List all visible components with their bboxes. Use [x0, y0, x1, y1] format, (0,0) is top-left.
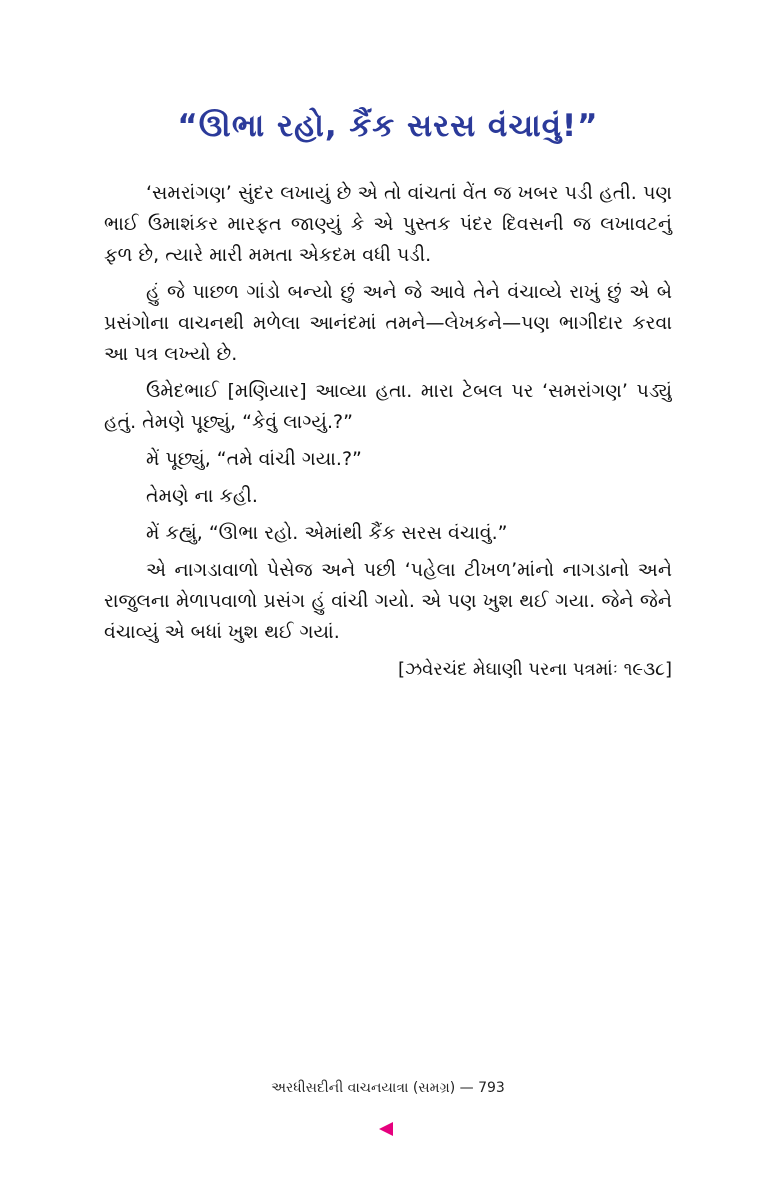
previous-page-arrow-icon[interactable]	[379, 1122, 393, 1136]
paragraph-1: ‘સમરાંગણ’ સુંદર લખાયું છે એ તો વાંચતાં વેંત જ ખબર પડી હતી. પણ ભાઈ ઉમાશંકર મારફત જાણ્યું કે એ પુસ્તક પંદર દિવસની જ લખાવટનું ફળ છે, ત્યારે મારી મમતા એકદમ વધી પડી.	[104, 182, 672, 266]
paragraph-3: ઉમેદભાઈ [મણિયાર] આવ્યા હતા. મારા ટેબલ પર ‘સમરાંગણ’ પડ્યું હતું. તેમણે પૂછ્યું, “કેવું લાગ્યું.?”	[104, 380, 672, 433]
page-title: “ઊભા રહો, કૈંક સરસ વંચાવું!”	[177, 108, 599, 144]
paragraph-6: મેં કહ્યું, “ઊભા રહો. એમાંથી કૈંક સરસ વંચાવું.”	[146, 522, 508, 544]
paragraph-7: એ નાગડાવાળો પેસેજ અને પછી ‘પહેલા ટીખળ’માંનો નાગડાનો અને રાજુલના મેળાપવાળો પ્રસંગ હું વાંચી ગયો. એ પણ ખુશ થઈ ગયા. જેને જેને વંચાવ્યું એ બધાં ખુશ થઈ ગયાં.	[104, 559, 672, 643]
article-body	[104, 178, 672, 685]
citation: [ઝવેરચંદ મેઘાણી પરના પત્રમાંઃ ૧૯૩૮]	[397, 659, 672, 680]
paragraph-2: હું જે પાછળ ગાંડો બન્યો છું અને જે આવે તેને વંચાવ્યે રાખું છું એ બે પ્રસંગોના વાચનથી મળેલા આનંદમાં તમને—લેખકને—પણ ભાગીદાર કરવા આ પત્ર લખ્યો છે.	[104, 281, 672, 365]
paragraph-5: તેમણે ના કહી.	[146, 485, 258, 507]
page-footer: અરધીસદીની વાચનયાત્રા (સમગ્ર) — 793	[271, 1080, 505, 1096]
paragraph-4: મેં પૂછ્યું, “તમે વાંચી ગયા.?”	[146, 448, 362, 470]
